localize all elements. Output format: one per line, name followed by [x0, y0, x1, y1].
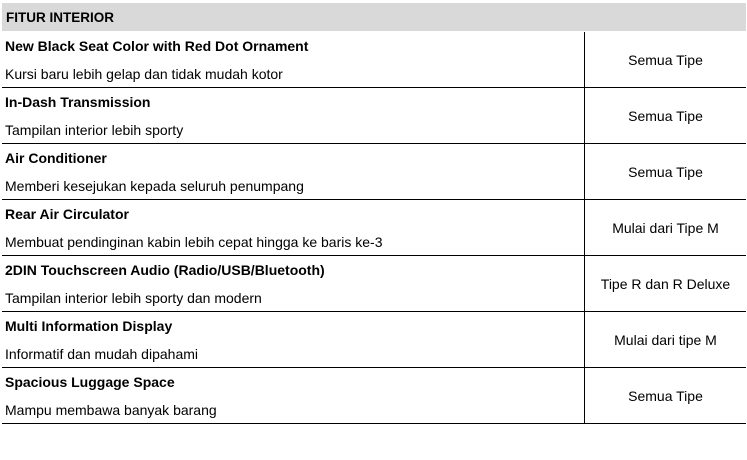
feature-cell: [2, 312, 585, 367]
availability-cell: Semua Tipe: [628, 163, 703, 180]
feature-description: Mampu membawa banyak barang: [5, 402, 217, 418]
feature-cell: [2, 32, 585, 87]
feature-description: Membuat pendinginan kabin lebih cepat hingga ke baris ke-3: [5, 234, 383, 250]
table-row: [2, 144, 746, 200]
feature-table: [2, 3, 746, 424]
availability-cell: Semua Tipe: [628, 107, 703, 124]
table-row: [2, 200, 746, 256]
feature-title: Air Conditioner: [5, 150, 107, 166]
availability-cell: Tipe R dan R Deluxe: [600, 275, 731, 292]
table-body: [2, 31, 746, 424]
feature-title: Spacious Luggage Space: [5, 374, 175, 390]
table-row: [2, 256, 746, 312]
feature-cell: [2, 200, 585, 255]
feature-title: Multi Information Display: [5, 318, 173, 334]
availability-cell: Semua Tipe: [628, 51, 703, 68]
feature-cell: [2, 368, 585, 423]
feature-cell: [2, 88, 585, 143]
table-header-title: FITUR INTERIOR: [6, 9, 114, 25]
feature-title: 2DIN Touchscreen Audio (Radio/USB/Bluetooth): [5, 262, 325, 278]
feature-description: Informatif dan mudah dipahami: [5, 346, 198, 362]
table-row: [2, 368, 746, 424]
table-header: [2, 3, 746, 31]
table-row: [2, 88, 746, 144]
availability-cell: Mulai dari Tipe M: [612, 219, 719, 236]
feature-description: Tampilan interior lebih sporty dan modern: [5, 290, 262, 306]
feature-cell: [2, 144, 585, 199]
table-row: [2, 312, 746, 368]
feature-description: Tampilan interior lebih sporty: [5, 122, 184, 138]
table-row: [2, 32, 746, 88]
feature-cell: [2, 256, 585, 311]
feature-description: Memberi kesejukan kepada seluruh penumpang: [5, 178, 304, 194]
availability-cell: Mulai dari tipe M: [614, 331, 717, 348]
feature-title: Rear Air Circulator: [5, 206, 129, 222]
feature-description: Kursi baru lebih gelap dan tidak mudah kotor: [5, 66, 283, 82]
feature-title: In-Dash Transmission: [5, 94, 151, 110]
availability-cell: Semua Tipe: [628, 387, 703, 404]
feature-title: New Black Seat Color with Red Dot Ornament: [5, 38, 309, 54]
